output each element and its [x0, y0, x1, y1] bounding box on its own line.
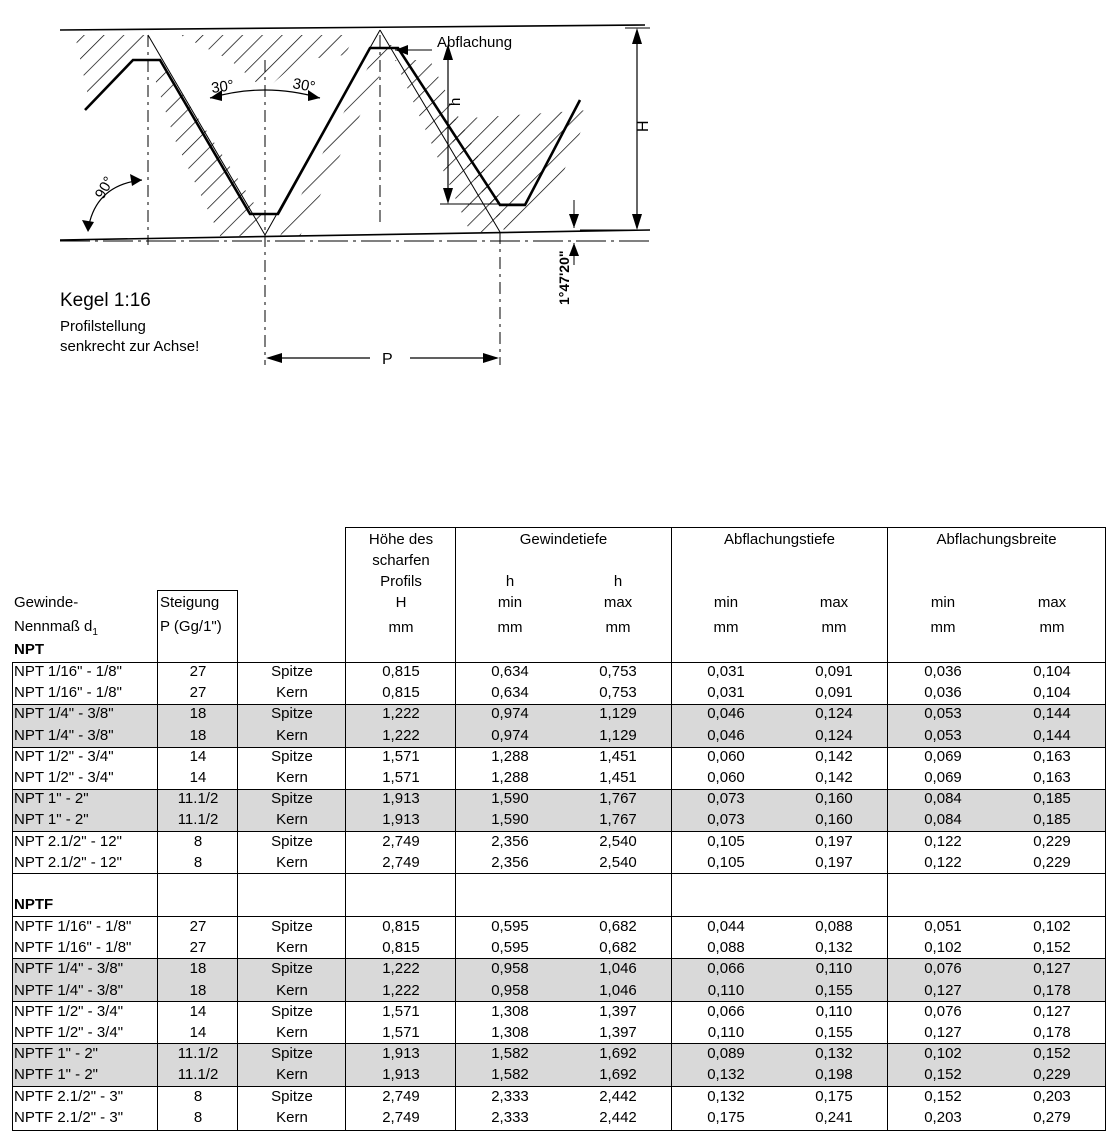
kegel-label: Kegel 1:16 — [60, 290, 151, 311]
cell-h-max: 2,442 — [599, 1087, 637, 1105]
cell-abfl-tiefe-max: 0,198 — [815, 1066, 853, 1084]
cell-profil-lage: Kern — [276, 811, 308, 829]
cell-abfl-breite-min: 0,076 — [924, 960, 962, 978]
cell-abfl-tiefe-min: 0,073 — [707, 790, 745, 808]
cell-nennmass: NPT 1/16" - 1/8" — [14, 663, 122, 680]
cell-nennmass: NPTF 1/2" - 3/4" — [14, 1024, 124, 1041]
section-nptf-label: NPTF — [14, 896, 54, 913]
cell-abfl-breite-max: 0,104 — [1033, 684, 1071, 702]
cell-steigung: 8 — [193, 853, 203, 871]
cell-h-max: 1,767 — [599, 811, 637, 829]
cell-h-min: 0,634 — [491, 684, 529, 702]
header-nennmass-line2: Nennmaß $d_1$ — [14, 618, 98, 638]
cell-abfl-tiefe-min: 0,110 — [707, 1024, 745, 1041]
cell-h-min: 1,308 — [491, 1024, 529, 1041]
cell-abfl-breite-max: 0,178 — [1033, 981, 1071, 999]
profil-note-line2: senkrecht zur Achse! — [60, 338, 200, 355]
header-at-min: min — [713, 594, 739, 611]
cell-h-max: 0,682 — [599, 918, 637, 935]
cell-profil-lage: Kern — [276, 726, 308, 744]
cell-abfl-breite-max: 0,229 — [1033, 832, 1071, 850]
cell-h-min: 0,958 — [491, 981, 529, 999]
cell-abfl-tiefe-max: 0,091 — [815, 684, 853, 702]
cell-steigung: 14 — [189, 1002, 207, 1020]
cell-abfl-tiefe-max: 0,197 — [815, 853, 853, 871]
cell-profil-lage: Kern — [276, 853, 308, 871]
cell-abfl-breite-max: 0,163 — [1033, 769, 1071, 786]
header-ab-min-unit: mm — [930, 619, 956, 636]
cell-nennmass: NPT 1/2" - 3/4" — [14, 769, 114, 786]
cell-abfl-breite-min: 0,069 — [924, 747, 962, 765]
cell-h-max: 1,129 — [599, 705, 637, 723]
cell-abfl-tiefe-max: 0,142 — [815, 769, 853, 786]
cell-nennmass: NPTF 1" - 2" — [14, 1066, 98, 1084]
cell-abfl-tiefe-min: 0,066 — [707, 960, 745, 978]
cell-h-min: 0,974 — [491, 726, 529, 744]
header-nennmass-line1: Gewinde- — [14, 594, 79, 611]
header-hoehe-line1: Höhe des — [368, 531, 434, 548]
cell-hoehe-H: 2,749 — [382, 832, 420, 850]
cell-abfl-tiefe-min: 0,105 — [707, 853, 745, 871]
cell-h-max: 1,046 — [599, 960, 637, 978]
cell-abfl-tiefe-max: 0,132 — [815, 1045, 853, 1063]
cell-abfl-breite-max: 0,144 — [1033, 726, 1071, 744]
cell-abfl-tiefe-min: 0,105 — [707, 832, 745, 850]
cell-abfl-tiefe-max: 0,241 — [815, 1108, 853, 1126]
cell-abfl-tiefe-max: 0,197 — [815, 832, 853, 850]
cell-abfl-tiefe-min: 0,089 — [707, 1045, 745, 1063]
cell-abfl-breite-max: 0,127 — [1033, 960, 1071, 978]
header-at-min-unit: mm — [713, 619, 739, 636]
cell-hoehe-H: 2,749 — [382, 1087, 420, 1105]
cell-abfl-breite-max: 0,185 — [1033, 811, 1071, 829]
cell-steigung: 11.1/2 — [177, 811, 219, 829]
cell-abfl-tiefe-max: 0,160 — [815, 790, 853, 808]
cell-steigung: 27 — [189, 684, 207, 702]
header-ab-min: min — [930, 594, 956, 611]
cell-abfl-tiefe-min: 0,031 — [707, 663, 745, 680]
cell-hoehe-H: 0,815 — [382, 939, 420, 957]
abflachung-label: Abflachung — [437, 34, 513, 51]
cell-steigung: 27 — [189, 939, 207, 957]
cell-hoehe-H: 0,815 — [382, 918, 420, 935]
cell-hoehe-H: 1,571 — [382, 1002, 420, 1020]
cell-abfl-tiefe-min: 0,060 — [707, 747, 745, 765]
cell-steigung: 14 — [189, 747, 207, 765]
cell-nennmass: NPTF 1/4" - 3/8" — [14, 981, 124, 999]
cell-profil-lage: Kern — [276, 769, 308, 786]
cell-hoehe-H: 1,222 — [382, 960, 420, 978]
cell-h-max: 0,753 — [599, 663, 637, 680]
cell-hoehe-H: 1,571 — [382, 747, 420, 765]
cell-abfl-tiefe-max: 0,091 — [815, 663, 853, 680]
cell-abfl-tiefe-max: 0,124 — [815, 705, 853, 723]
cell-abfl-breite-max: 0,152 — [1033, 939, 1071, 957]
cell-h-min: 2,333 — [491, 1108, 529, 1126]
cell-h-min: 1,590 — [491, 811, 529, 829]
cell-abfl-breite-max: 0,229 — [1033, 853, 1071, 871]
cell-hoehe-H: 1,222 — [382, 726, 420, 744]
cell-abfl-breite-min: 0,053 — [924, 726, 962, 744]
cell-abfl-breite-min: 0,203 — [924, 1108, 962, 1126]
cell-profil-lage: Spitze — [271, 747, 313, 765]
header-h-min-symbol: h — [505, 573, 515, 590]
cell-abfl-tiefe-max: 0,110 — [815, 960, 853, 978]
header-at-max-unit: mm — [821, 619, 847, 636]
cell-hoehe-H: 1,913 — [382, 1066, 420, 1084]
cell-hoehe-H: 2,749 — [382, 1108, 420, 1126]
cell-abfl-breite-max: 0,144 — [1033, 705, 1071, 723]
cell-abfl-breite-max: 0,152 — [1033, 1045, 1071, 1063]
cell-steigung: 27 — [189, 663, 207, 680]
cell-nennmass: NPT 2.1/2" - 12" — [14, 832, 122, 850]
cell-abfl-tiefe-min: 0,046 — [707, 705, 745, 723]
header-h-min: min — [497, 594, 523, 611]
cell-h-max: 1,397 — [599, 1024, 637, 1041]
angle-30-right-label: 30° — [291, 75, 317, 96]
cell-profil-lage: Kern — [276, 1024, 308, 1041]
angle-30-left-label: 30° — [210, 76, 236, 97]
cell-abfl-breite-max: 0,279 — [1033, 1108, 1071, 1126]
cell-abfl-tiefe-min: 0,060 — [707, 769, 745, 786]
cell-h-min: 1,288 — [491, 747, 529, 765]
header-hoehe-line3: Profils — [380, 573, 422, 590]
cell-abfl-breite-min: 0,127 — [924, 981, 962, 999]
cell-hoehe-H: 0,815 — [382, 663, 420, 680]
cell-abfl-breite-max: 0,229 — [1033, 1066, 1071, 1084]
cell-h-max: 2,442 — [599, 1108, 637, 1126]
cell-profil-lage: Spitze — [271, 1087, 313, 1105]
cell-abfl-breite-min: 0,152 — [924, 1087, 962, 1105]
cell-abfl-tiefe-max: 0,124 — [815, 726, 853, 744]
cell-steigung: 18 — [189, 705, 207, 723]
P-dimension-label: P — [382, 351, 393, 368]
cell-abfl-breite-min: 0,036 — [924, 684, 962, 702]
cell-h-min: 2,333 — [491, 1087, 529, 1105]
cell-abfl-tiefe-max: 0,155 — [815, 981, 853, 999]
header-ab-max: max — [1037, 594, 1067, 611]
H-dimension-label: H — [635, 120, 652, 132]
cell-abfl-tiefe-min: 0,175 — [707, 1108, 745, 1126]
header-at-max: max — [819, 594, 849, 611]
cell-abfl-tiefe-max: 0,155 — [815, 1024, 853, 1041]
cell-h-min: 0,634 — [491, 663, 529, 680]
cell-abfl-tiefe-max: 0,088 — [815, 918, 853, 935]
cell-abfl-breite-max: 0,102 — [1033, 918, 1071, 935]
cell-hoehe-H: 1,913 — [382, 790, 420, 808]
header-hoehe-line4: H — [395, 594, 407, 611]
cell-abfl-breite-min: 0,069 — [924, 769, 962, 786]
cell-nennmass: NPT 1/16" - 1/8" — [14, 684, 122, 702]
cell-steigung: 11.1/2 — [177, 790, 219, 808]
cell-nennmass: NPT 1/4" - 3/8" — [14, 726, 114, 744]
cell-abfl-tiefe-max: 0,132 — [815, 939, 853, 957]
cell-h-max: 1,129 — [599, 726, 637, 744]
h-dimension-label: h — [447, 97, 464, 106]
header-h-max-unit: mm — [605, 619, 631, 636]
cell-abfl-breite-min: 0,102 — [924, 1045, 962, 1063]
cell-hoehe-H: 2,749 — [382, 853, 420, 871]
cell-abfl-breite-max: 0,127 — [1033, 1002, 1071, 1020]
cell-profil-lage: Spitze — [271, 918, 313, 935]
cell-hoehe-H: 0,815 — [382, 684, 420, 702]
cell-h-max: 0,682 — [599, 939, 637, 957]
header-hoehe-line2: scharfen — [372, 552, 430, 569]
cell-h-max: 1,046 — [599, 981, 637, 999]
cell-abfl-tiefe-max: 0,110 — [815, 1002, 853, 1020]
header-h-min-unit: mm — [497, 619, 523, 636]
cell-abfl-tiefe-min: 0,073 — [707, 811, 745, 829]
profil-note-line1: Profilstellung — [60, 318, 146, 335]
cell-profil-lage: Kern — [276, 1066, 308, 1084]
cell-abfl-breite-max: 0,104 — [1033, 663, 1071, 680]
cell-steigung: 27 — [189, 918, 207, 935]
cell-h-max: 1,451 — [599, 769, 637, 786]
cell-abfl-breite-min: 0,076 — [924, 1002, 962, 1020]
cell-h-max: 2,540 — [599, 853, 637, 871]
cell-profil-lage: Spitze — [271, 705, 313, 723]
cell-steigung: 11.1/2 — [177, 1066, 219, 1084]
cell-nennmass: NPT 1" - 2" — [14, 811, 89, 829]
header-steigung-line1: Steigung — [160, 594, 220, 611]
section-npt-label: NPT — [14, 641, 44, 658]
cell-nennmass: NPTF 1/4" - 3/8" — [14, 960, 124, 978]
cell-h-min: 1,308 — [491, 1002, 529, 1020]
cell-abfl-tiefe-max: 0,160 — [815, 811, 853, 829]
cell-hoehe-H: 1,913 — [382, 1045, 420, 1063]
cell-abfl-breite-min: 0,102 — [924, 939, 962, 957]
cell-steigung: 18 — [189, 981, 207, 999]
cell-abfl-breite-min: 0,053 — [924, 705, 962, 723]
cell-nennmass: NPTF 2.1/2" - 3" — [14, 1087, 124, 1105]
cell-nennmass: NPTF 1" - 2" — [14, 1045, 98, 1063]
cell-abfl-tiefe-min: 0,132 — [707, 1087, 745, 1105]
cell-profil-lage: Kern — [276, 684, 308, 702]
cell-abfl-breite-max: 0,163 — [1033, 747, 1071, 765]
cell-hoehe-H: 1,913 — [382, 811, 420, 829]
cell-profil-lage: Spitze — [271, 832, 313, 850]
cell-abfl-breite-max: 0,203 — [1033, 1087, 1071, 1105]
cell-abfl-breite-min: 0,152 — [924, 1066, 962, 1084]
cell-h-max: 2,540 — [599, 832, 637, 850]
header-ab-max-unit: mm — [1039, 619, 1065, 636]
cell-hoehe-H: 1,571 — [382, 1024, 420, 1041]
cell-steigung: 11.1/2 — [177, 1045, 219, 1063]
cell-profil-lage: Spitze — [271, 1045, 313, 1063]
header-steigung-line2: P (Gg/1") — [160, 618, 222, 635]
cell-h-max: 1,397 — [599, 1002, 637, 1020]
cell-h-min: 0,595 — [491, 939, 529, 957]
cell-nennmass: NPTF 1/16" - 1/8" — [14, 939, 132, 957]
cell-h-max: 1,692 — [599, 1066, 637, 1084]
cell-steigung: 18 — [189, 960, 207, 978]
header-abflachungsbreite: Abflachungsbreite — [936, 531, 1057, 548]
cell-nennmass: NPT 1" - 2" — [14, 790, 89, 808]
cell-abfl-tiefe-min: 0,110 — [707, 981, 745, 999]
cell-hoehe-H: 1,222 — [382, 981, 420, 999]
cell-h-min: 2,356 — [491, 832, 529, 850]
cell-nennmass: NPTF 2.1/2" - 3" — [14, 1108, 124, 1126]
cell-abfl-breite-max: 0,178 — [1033, 1024, 1071, 1041]
cell-abfl-tiefe-min: 0,066 — [707, 1002, 745, 1020]
cell-h-min: 1,582 — [491, 1066, 529, 1084]
cell-abfl-tiefe-min: 0,044 — [707, 918, 745, 935]
cell-h-min: 1,582 — [491, 1045, 529, 1063]
header-abflachungstiefe: Abflachungstiefe — [724, 531, 835, 548]
cell-h-max: 1,767 — [599, 790, 637, 808]
cell-abfl-breite-min: 0,127 — [924, 1024, 962, 1041]
cell-abfl-tiefe-max: 0,142 — [815, 747, 853, 765]
cell-abfl-tiefe-min: 0,132 — [707, 1066, 745, 1084]
cell-profil-lage: Spitze — [271, 790, 313, 808]
taper-angle-label: 1°47'20" — [556, 250, 572, 305]
cell-abfl-breite-min: 0,036 — [924, 663, 962, 680]
cell-abfl-breite-max: 0,185 — [1033, 790, 1071, 808]
cell-steigung: 8 — [193, 1108, 203, 1126]
cell-abfl-breite-min: 0,084 — [924, 790, 962, 808]
cell-abfl-breite-min: 0,122 — [924, 832, 962, 850]
cell-abfl-breite-min: 0,122 — [924, 853, 962, 871]
cell-steigung: 8 — [193, 832, 203, 850]
cell-profil-lage: Spitze — [271, 960, 313, 978]
cell-nennmass: NPT 1/2" - 3/4" — [14, 747, 114, 765]
cell-h-min: 0,595 — [491, 918, 529, 935]
cell-profil-lage: Kern — [276, 939, 308, 957]
thread-profile-drawing — [0, 0, 1110, 380]
cell-h-min: 1,590 — [491, 790, 529, 808]
cell-abfl-tiefe-min: 0,031 — [707, 684, 745, 702]
cell-h-min: 1,288 — [491, 769, 529, 786]
cell-abfl-tiefe-max: 0,175 — [815, 1087, 853, 1105]
cell-nennmass: NPTF 1/2" - 3/4" — [14, 1002, 124, 1020]
cell-steigung: 18 — [189, 726, 207, 744]
angle-90-label: 90° — [91, 173, 118, 202]
cell-h-max: 0,753 — [599, 684, 637, 702]
cell-nennmass: NPTF 1/16" - 1/8" — [14, 918, 132, 935]
header-h-max: max — [603, 594, 633, 611]
header-h-max-symbol: h — [613, 573, 623, 590]
cell-h-min: 0,958 — [491, 960, 529, 978]
cell-abfl-breite-min: 0,051 — [924, 918, 962, 935]
cell-abfl-tiefe-min: 0,046 — [707, 726, 745, 744]
header-hoehe-unit: mm — [388, 619, 414, 636]
cell-nennmass: NPT 1/4" - 3/8" — [14, 705, 114, 723]
cell-h-max: 1,692 — [599, 1045, 637, 1063]
cell-hoehe-H: 1,571 — [382, 769, 420, 786]
cell-h-min: 0,974 — [491, 705, 529, 723]
cell-steigung: 8 — [193, 1087, 203, 1105]
cell-profil-lage: Kern — [276, 981, 308, 999]
cell-steigung: 14 — [189, 1024, 207, 1041]
cell-h-max: 1,451 — [599, 747, 637, 765]
cell-h-min: 2,356 — [491, 853, 529, 871]
cell-abfl-breite-min: 0,084 — [924, 811, 962, 829]
header-gewindetiefe: Gewindetiefe — [519, 531, 608, 548]
cell-profil-lage: Spitze — [271, 1002, 313, 1020]
cell-hoehe-H: 1,222 — [382, 705, 420, 723]
cell-profil-lage: Kern — [276, 1108, 308, 1126]
cell-profil-lage: Spitze — [271, 663, 313, 680]
cell-steigung: 14 — [189, 769, 207, 786]
cell-abfl-tiefe-min: 0,088 — [707, 939, 745, 957]
cell-nennmass: NPT 2.1/2" - 12" — [14, 853, 122, 871]
